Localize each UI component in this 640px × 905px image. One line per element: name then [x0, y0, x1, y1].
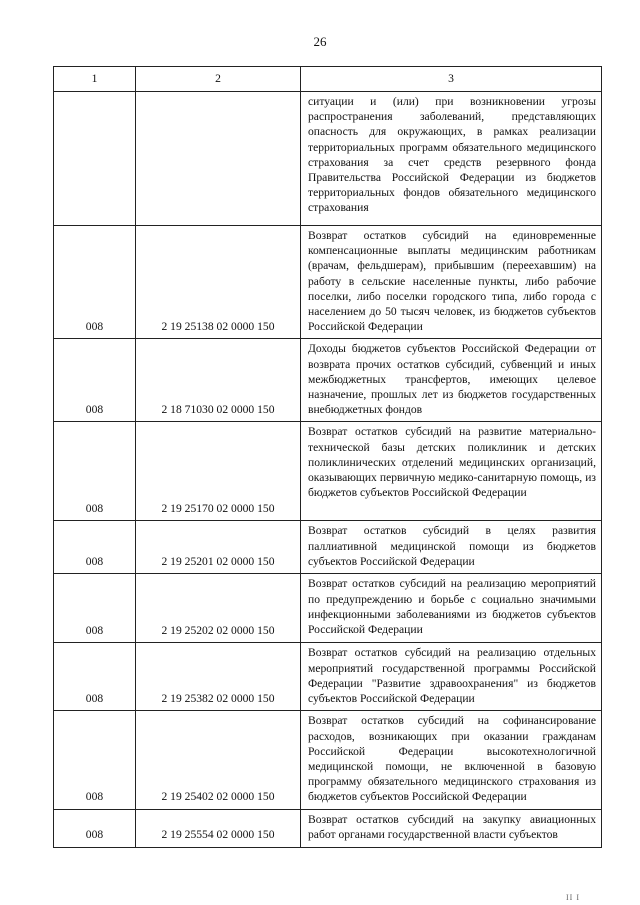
description-cell: Возврат остатков субсидий на софинансирование расходов, возникающих при оказании гражданам Российской Федерации высокотехнологичной медицинской помощи, не включенной в базовую программу обязательного медицинского страхования из бюджетов субъектов Российской Федерации: [301, 711, 602, 809]
description-cell: Доходы бюджетов субъектов Российской Федерации от возврата прочих остатков субсидий, субвенций и иных межбюджетных трансфертов, имеющих целевое назначение, прошлых лет из бюджетов государственных внебюджетных фондов: [301, 339, 602, 422]
description-cell: Возврат остатков субсидий на реализацию отдельных мероприятий государственной программы Российской Федерации "Развитие здравоохранения" из бюджетов субъектов Российской Федерации: [301, 643, 602, 711]
budget-code-cell: 2 19 25138 02 0000 150: [136, 226, 301, 339]
admin-code-cell: [54, 92, 136, 226]
admin-code-cell: 008: [54, 711, 136, 809]
description-cell: Возврат остатков субсидий на развитие материально-технической базы детских поликлиник и детских поликлинических отделений медицинских организаций, оказывающих первичную медико-санитарную помощь, из бюджетов субъектов Российской Федерации: [301, 422, 602, 521]
table-row: [54, 574, 602, 643]
budget-code-cell: 2 19 25201 02 0000 150: [136, 521, 301, 574]
table-row: [54, 809, 602, 847]
description-cell: Возврат остатков субсидий на реализацию мероприятий по предупреждению и борьбе с социально значимыми инфекционными заболеваниями из бюджетов субъектов Российской Федерации: [301, 574, 602, 643]
admin-code-cell: 008: [54, 809, 136, 847]
budget-code-cell: 2 18 71030 02 0000 150: [136, 339, 301, 422]
budget-code-cell: [136, 92, 301, 226]
description-cell: Возврат остатков субсидий в целях развития паллиативной медицинской помощи из бюджетов субъектов Российской Федерации: [301, 521, 602, 574]
admin-code-cell: 008: [54, 521, 136, 574]
description-cell: Возврат остатков субсидий на единовременные компенсационные выплаты медицинским работникам (врачам, фельдшерам), прибывшим (переехавшим) на работу в сельские населенные пункты, либо рабочие поселки, либо поселки городского типа, либо города с населением до 50 тысяч человек, из бюджетов субъектов Российской Федерации: [301, 226, 602, 339]
table-row: [54, 711, 602, 809]
scan-footer-mark: II I: [566, 893, 580, 902]
table-row: [54, 92, 602, 226]
admin-code-cell: 008: [54, 339, 136, 422]
admin-code-cell: 008: [54, 574, 136, 643]
table-row: [54, 422, 602, 521]
column-header-description: 3: [301, 67, 602, 92]
budget-code-cell: 2 19 25402 02 0000 150: [136, 711, 301, 809]
budget-code-cell: 2 19 25170 02 0000 150: [136, 422, 301, 521]
table-header-row: [54, 67, 602, 92]
admin-code-cell: 008: [54, 422, 136, 521]
description-cell: Возврат остатков субсидий на закупку авиационных работ органами государственной власти субъектов: [301, 809, 602, 847]
budget-code-cell: 2 19 25202 02 0000 150: [136, 574, 301, 643]
budget-code-cell: 2 19 25382 02 0000 150: [136, 643, 301, 711]
admin-code-cell: 008: [54, 226, 136, 339]
budget-code-cell: 2 19 25554 02 0000 150: [136, 809, 301, 847]
column-header-code: 2: [136, 67, 301, 92]
admin-code-cell: 008: [54, 643, 136, 711]
table-row: [54, 643, 602, 711]
column-header-admin: 1: [54, 67, 136, 92]
table-row: [54, 521, 602, 574]
budget-classification-table: [53, 66, 602, 848]
description-cell: ситуации и (или) при возникновении угрозы распространения заболеваний, представляющих опасность для окружающих, в рамках реализации территориальных программ обязательного медицинского страхования за счет средств резервного фонда Правительства Российской Федерации из бюджетов территориальных фондов обязательного медицинского страхования: [301, 92, 602, 226]
table-row: [54, 339, 602, 422]
page-number: 26: [313, 34, 327, 49]
table-row: [54, 226, 602, 339]
